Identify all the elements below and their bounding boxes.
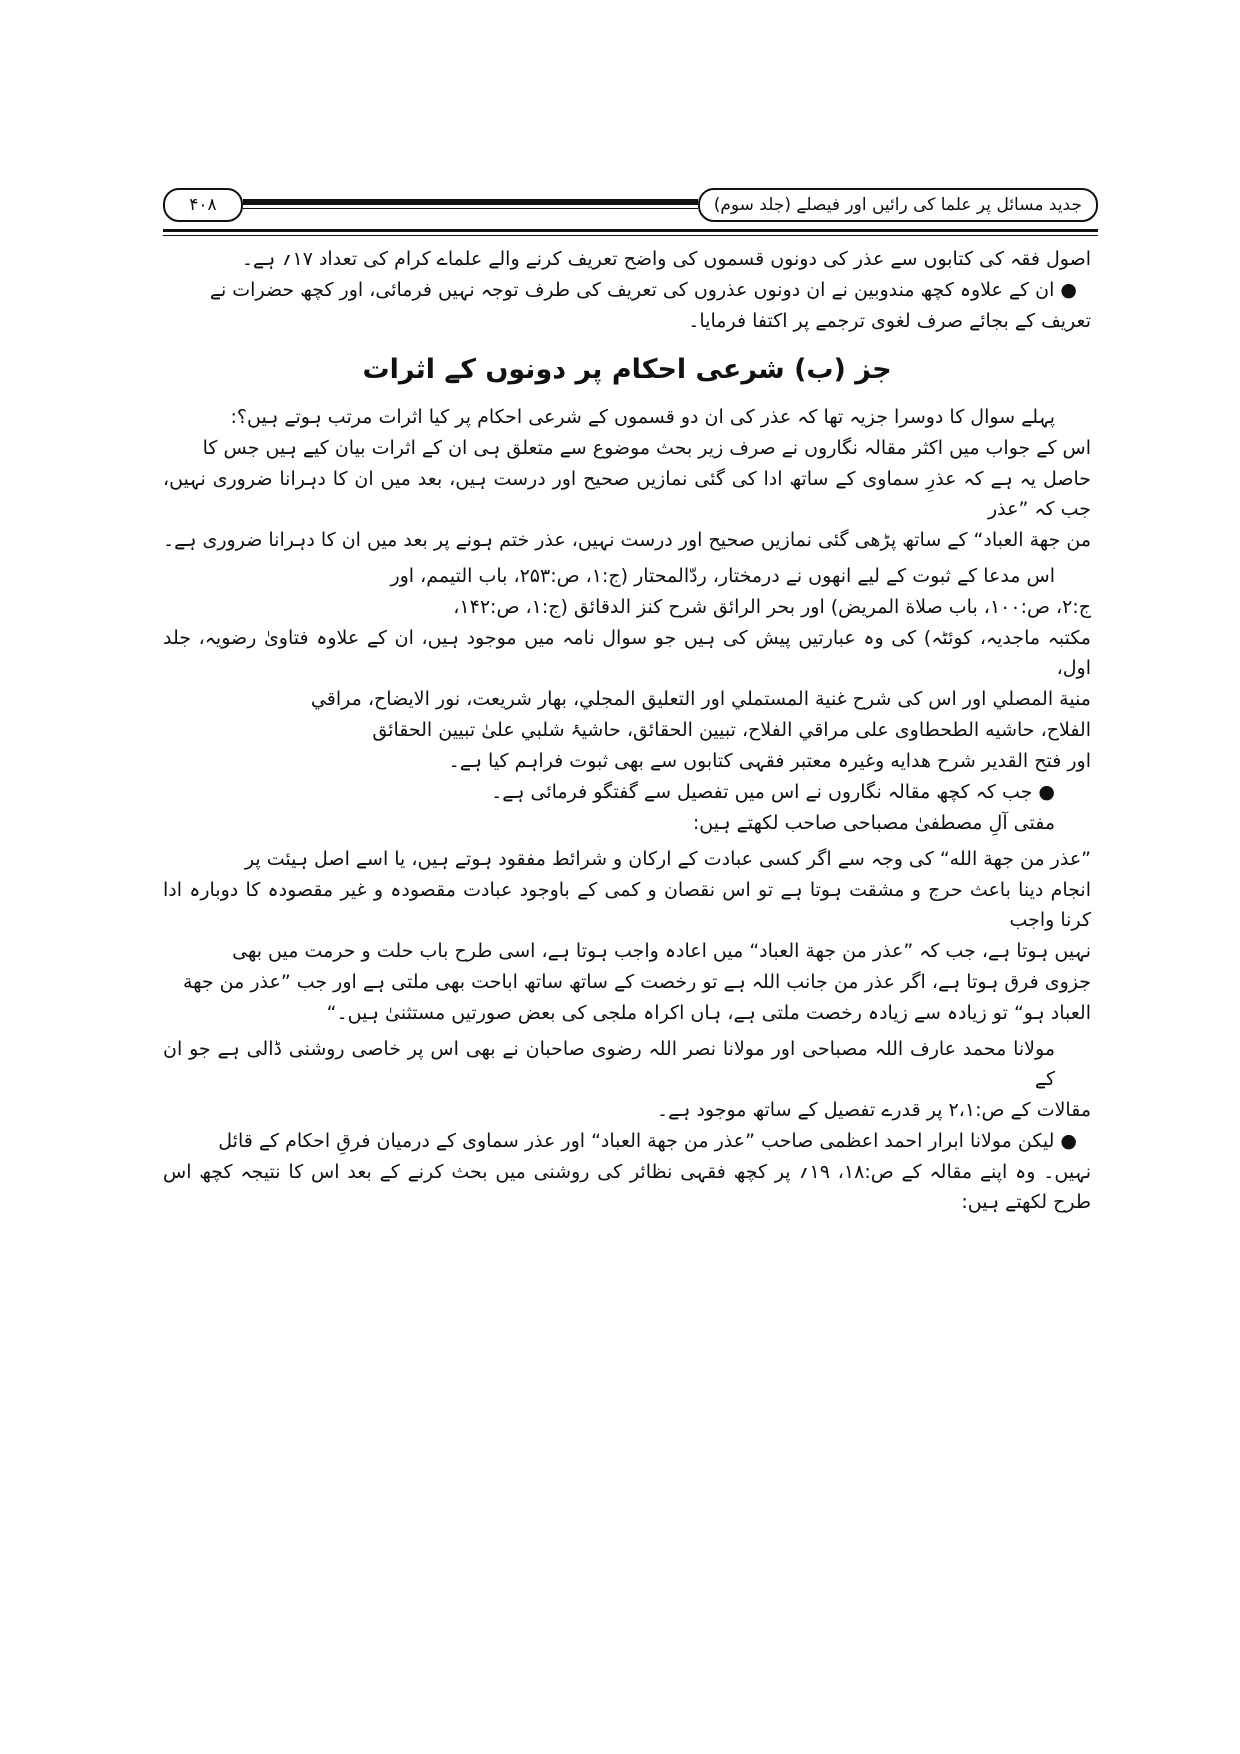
quote-line: نہیں ہوتا ہے، جب کہ ”عذر من جهة العباد“ میں اعادہ واجب ہوتا ہے، اسی طرح باب حلت و حرمت میں بھی xyxy=(232,940,1091,962)
paragraph-line: تعریف کے بجائے صرف لغوی ترجمے پر اکتفا فرمایا۔ xyxy=(688,310,1091,332)
header-bar-group xyxy=(243,199,698,211)
header-bar-thin xyxy=(243,208,698,209)
paragraph-line: مفتی آلِ مصطفیٰ مصباحی صاحب لکھتے ہیں: xyxy=(692,812,1055,834)
bullet-line: ● ان کے علاوہ کچھ مندوبین نے ان دونوں عذروں کی تعریف کی طرف توجہ نہیں فرمائی، اور کچھ حضرات نے xyxy=(209,279,1077,301)
header-rule xyxy=(163,229,1098,232)
paragraph-line: اور فتح القدير شرح هدايه وغیرہ معتبر فقہی کتابوں سے بھی ثبوت فراہم کیا ہے۔ xyxy=(448,750,1091,772)
header-bar xyxy=(243,199,698,205)
bullet-line: ● لیکن مولانا ابرار احمد اعظمی صاحب ”عذر من جهة العباد“ اور عذر سماوی کے درمیان فرقِ احکام کے قائل xyxy=(218,1130,1077,1152)
paragraph-line: اصول فقہ کی کتابوں سے عذر کی دونوں قسموں کی واضح تعریف کرنے والے علماے کرام کی تعداد ۱۷؍ ہے۔ xyxy=(241,248,1091,270)
quote-line: انجام دینا باعث حرج و مشقت ہوتا ہے تو اس نقصان و کمی کے باوجود عبادت مقصودہ و غیر مقصودہ کا دوبارہ ادا کرنا واجب xyxy=(163,879,1091,931)
paragraph-line: مولانا محمد عارف اللہ مصباحی اور مولانا نصر اللہ رضوی صاحبان نے بھی اس پر خاصی روشنی ڈالی ہے جو ان کے xyxy=(163,1038,1055,1090)
page-body xyxy=(163,244,1091,1218)
paragraph-line: مکتبہ ماجدیہ، کوئٹہ) کی وہ عبارتیں پیش کی ہیں جو سوال نامہ میں موجود ہیں، ان کے علاوہ فتاویٰ رضویہ، جلد اول، xyxy=(163,627,1091,679)
bullet-line: ● جب کہ کچھ مقالہ نگاروں نے اس میں تفصیل سے گفتگو فرمائی ہے۔ xyxy=(491,781,1055,803)
paragraph-line: مقالات کے ص:۲،۱ پر قدرے تفصیل کے ساتھ موجود ہے۔ xyxy=(657,1099,1091,1121)
running-header-title: جدید مسائل پر علما کی رائیں اور فیصلے (جلد سوم) xyxy=(698,188,1098,222)
paragraph-line: پہلے سوال کا دوسرا جزیہ تھا کہ عذر کی ان دو قسموں کے شرعی احکام پر کیا اثرات مرتب ہوتے ہیں؟: xyxy=(230,406,1055,428)
paragraph-line: منية المصلي اور اس کی شرح غنية المستملي اور التعليق المجلي، بهار شريعت، نور الايضاح، مراقي xyxy=(310,688,1091,710)
page-number: ۴۰۸ xyxy=(163,188,243,222)
paragraph-line: نہیں۔ وہ اپنے مقالہ کے ص:۱۸، ۱۹؍ پر کچھ فقہی نظائر کی روشنی میں بحث کرنے کے بعد اس کا نتیجہ کچھ اس طرح لکھتے ہیں: xyxy=(163,1161,1091,1213)
quote-line: العباد ہو“ تو زیادہ سے زیادہ رخصت ملتی ہے، ہاں اکراہ ملجی کی بعض صورتیں مستثنیٰ ہیں۔“ xyxy=(326,1002,1091,1024)
paragraph-line: الفلاح، حاشيه الطحطاوى على مراقي الفلاح، تبيين الحقائق، حاشيۂ شلبي علىٰ تبيين الحقائق xyxy=(372,719,1091,741)
paragraph-line: حاصل یہ ہے کہ عذرِ سماوی کے ساتھ ادا کی گئی نمازیں صحیح اور درست ہیں، بعد میں ان کا دہرانا ضروری نہیں، جب کہ ”عذر xyxy=(163,468,1091,520)
paragraph-line: من جهة العباد“ کے ساتھ پڑھی گئی نمازیں صحیح اور درست نہیں، عذر ختم ہونے پر بعد میں ان کا دہرانا ضروری ہے۔ xyxy=(163,529,1091,551)
quote-line: ”عذر من جهة الله“ کی وجہ سے اگر کسی عبادت کے ارکان و شرائط مفقود ہوتے ہیں، یا اسے اصل ہیئت پر xyxy=(244,848,1091,870)
paragraph-line: ج:۲، ص:۱۰۰، باب صلاة المريض) اور بحر الرائق شرح كنز الدقائق (ج:۱، ص:۱۴۲، xyxy=(453,596,1091,618)
quote-line: جزوی فرق ہوتا ہے، اگر عذر من جانب اللہ ہے تو رخصت کے ساتھ ساتھ اباحت بھی ملتی ہے اور جب ”عذر من جهة xyxy=(182,971,1091,993)
paragraph-line: اس کے جواب میں اکثر مقالہ نگاروں نے صرف زیر بحث موضوع سے متعلق ہی ان کے اثرات بیان کیے ہیں جس کا xyxy=(202,437,1091,459)
paragraph-line: اس مدعا کے ثبوت کے لیے انھوں نے درمختار، ردّالمحتار (ج:۱، ص:۲۵۳، باب التيمم، اور xyxy=(390,565,1055,587)
section-heading: جز (ب) شرعی احکام پر دونوں کے اثرات xyxy=(362,354,892,385)
header-rule-thin xyxy=(163,235,1098,236)
running-header xyxy=(163,188,1098,222)
